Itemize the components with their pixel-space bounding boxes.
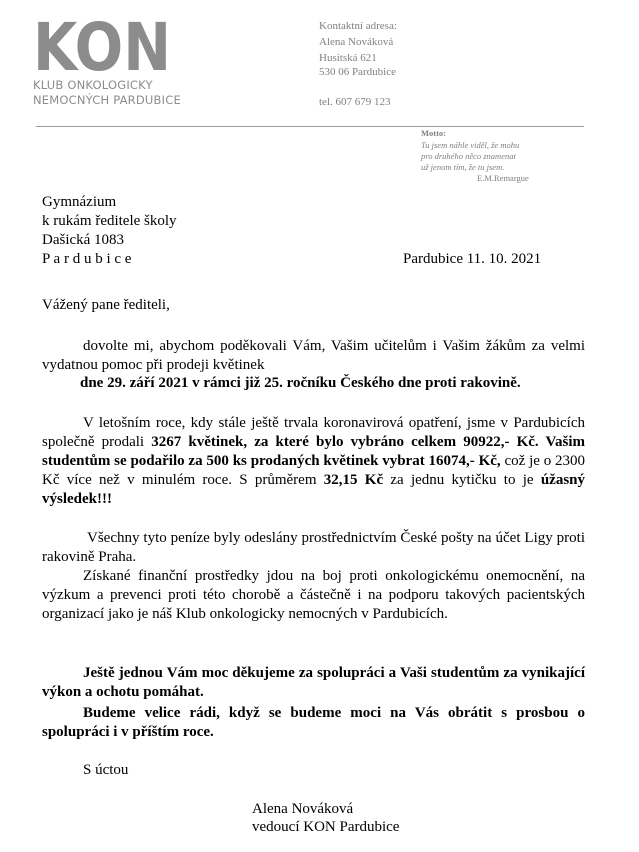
recipient-line-4: P a r d u b i c e bbox=[42, 251, 132, 267]
motto-line-2: pro druhého něco znamenat bbox=[421, 151, 516, 161]
results-text-1: V letošním roce, kdy stále ještě trvala koronavirová opatření, jsme v Pardubicích společně prodali bbox=[42, 415, 585, 450]
recipient-line-2: k rukám ředitele školy bbox=[42, 213, 177, 229]
results-bold-3: úžasný výsledek!!! bbox=[42, 472, 585, 507]
salutation: Vážený pane řediteli, bbox=[42, 297, 170, 313]
recipient-line-3: Dašická 1083 bbox=[42, 232, 125, 248]
results-bold-2: 32,15 Kč bbox=[323, 472, 384, 488]
date-line: Pardubice 11. 10. 2021 bbox=[403, 251, 542, 267]
closing: S úctou bbox=[83, 762, 129, 778]
thanks-date-bold: dne 29. září 2021 v rámci již 25. ročníku Českého dne proti rakovině. bbox=[80, 375, 521, 391]
logo-mark-text: KON bbox=[33, 16, 171, 74]
paragraph-future: Budeme velice rádi, když se budeme moci na Vás obrátit s prosbou o spolupráci i v příštím roce. bbox=[42, 705, 585, 740]
signature-name: Alena Nováková bbox=[252, 801, 354, 817]
results-bold-1: 3267 květinek, za které bylo vybráno celkem 90922,- Kč. Vašim studentům se podařilo za 500 ks prodaných květinek vybrat 16074,- Kč, bbox=[42, 434, 585, 469]
paragraph-usage: Získané finanční prostředky jdou na boj proti onkologickému onemocnění, na výzkum a prevenci proti této chorobě a částečně i na podporu takových pacientských organizací jako je náš Klub onkologicky nemocných v Pardubicích. bbox=[42, 568, 585, 622]
motto-title: Motto: bbox=[421, 128, 447, 138]
signature-role: vedoucí KON Pardubice bbox=[252, 819, 400, 835]
header-divider bbox=[36, 126, 584, 127]
logo-line-1: KLUB ONKOLOGICKY bbox=[33, 78, 153, 92]
motto-author: E.M.Remargue bbox=[477, 173, 529, 183]
paragraph-thanks-date bbox=[80, 375, 521, 392]
paragraph-results bbox=[42, 414, 585, 509]
results-text-3: za jednu kytičku to je bbox=[383, 472, 541, 488]
motto-line-3: už jenom tím, že tu jsem. bbox=[421, 162, 505, 172]
motto-line-1: Tu jsem náhle viděl, že mohu bbox=[421, 140, 520, 150]
paragraph-thanks-again: Ještě jednou Vám moc děkujeme za spolupráci a Vaši studentům za vynikající výkon a ochotu pomáhat. bbox=[42, 665, 585, 700]
paragraph-transfer: Všechny tyto peníze byly odeslány prostřednictvím České pošty na účet Ligy proti rakovině Praha. bbox=[42, 530, 585, 565]
contact-phone: tel. 607 679 123 bbox=[319, 96, 391, 108]
results-text-2: což je o 2300 Kč více než v minulém roce. S průměrem bbox=[42, 453, 585, 488]
kon-logo bbox=[33, 16, 173, 74]
logo-line-2: NEMOCNÝCH PARDUBICE bbox=[33, 93, 181, 107]
contact-heading: Kontaktní adresa: bbox=[319, 20, 397, 32]
recipient-line-1: Gymnázium bbox=[42, 194, 117, 210]
paragraph-thanks: dovolte mi, abychom poděkovali Vám, Vašim učitelům i Vašim žákům za velmi vydatnou pomoc při prodeji květinek bbox=[42, 338, 585, 373]
contact-city: 530 06 Pardubice bbox=[319, 66, 396, 78]
contact-name: Alena Nováková bbox=[319, 36, 394, 48]
contact-street: Husitská 621 bbox=[319, 52, 377, 64]
